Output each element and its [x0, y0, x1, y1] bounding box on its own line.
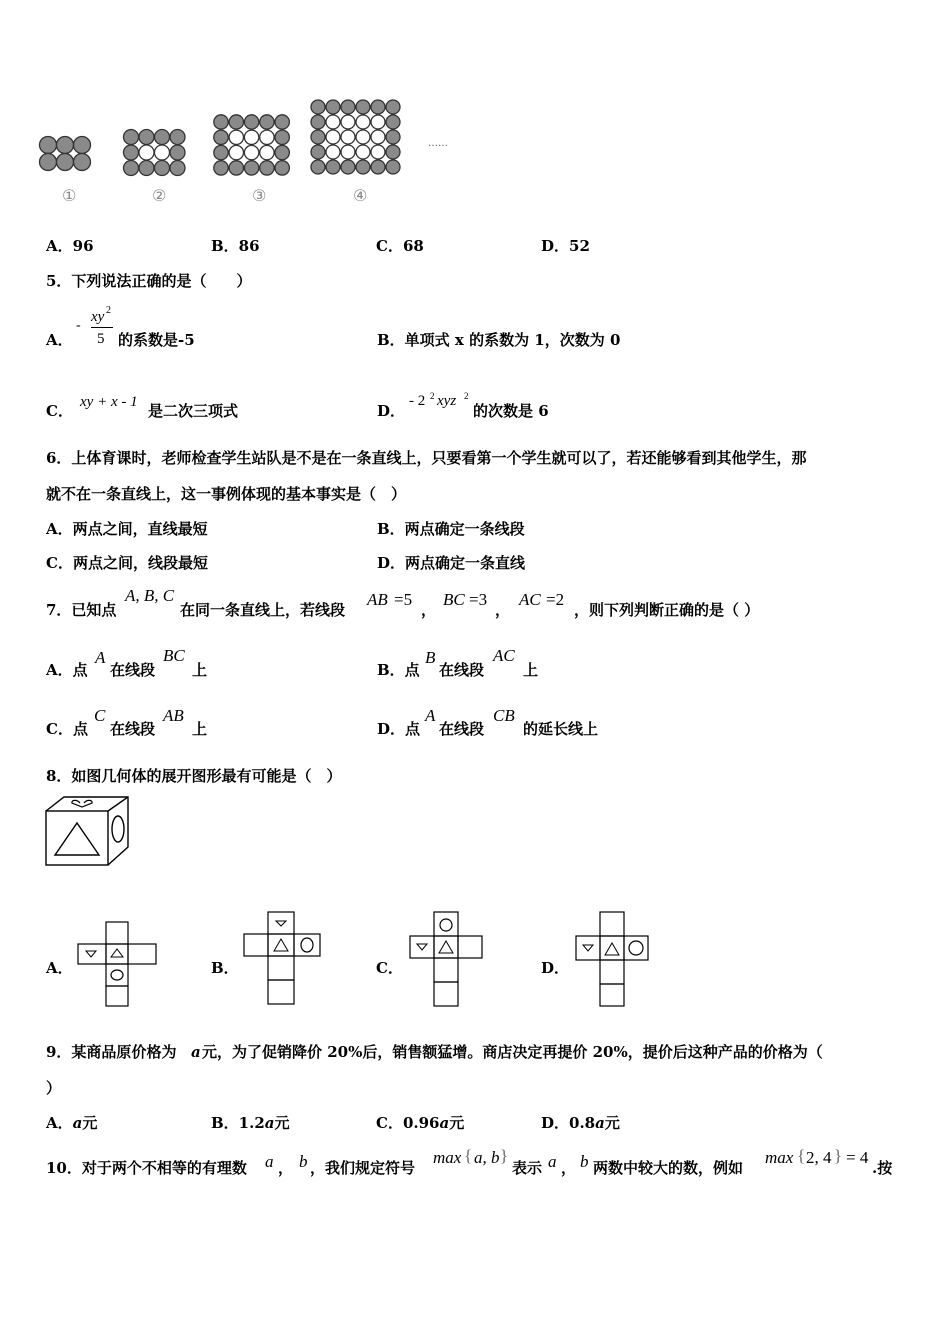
q8-cube-figure	[44, 795, 134, 870]
q4-option-c[interactable]: C．68	[376, 237, 424, 255]
q5-d-expr-pre: - 2	[409, 393, 426, 409]
pattern-circle	[386, 100, 400, 114]
q7-post: ，则下列判断正确的是（ ）	[574, 601, 760, 619]
q7-comma-1: ，	[421, 601, 437, 619]
q9-d-post: 元	[604, 1114, 620, 1132]
q10-a2: a	[548, 1152, 557, 1171]
pattern-circle	[326, 145, 340, 159]
pattern-circle	[386, 160, 400, 174]
pattern-circle	[124, 161, 139, 176]
pattern-circle	[326, 100, 340, 114]
q10-brace-close-2: }	[834, 1146, 843, 1165]
q10-sep2: ，	[561, 1159, 577, 1177]
pattern-circle	[341, 130, 355, 144]
pattern-circle	[371, 100, 385, 114]
pattern-circle	[155, 145, 170, 160]
pattern-circle	[170, 145, 185, 160]
pattern-circle	[356, 100, 370, 114]
pattern-circle	[386, 130, 400, 144]
q7-option-a-label[interactable]: A．点	[46, 661, 88, 679]
q5-a-fraction-bar	[91, 327, 113, 328]
pattern-circle	[260, 130, 274, 144]
q4-ellipsis: ……	[428, 138, 448, 149]
q9-c-post: 元	[449, 1114, 465, 1132]
pattern-circle	[139, 145, 154, 160]
pattern-circle	[244, 130, 258, 144]
pattern-circle	[124, 145, 139, 160]
q6-stem-line2: 就不在一条直线上，这一事例体现的基本事实是（ ）	[46, 485, 407, 503]
q7-bc-val: =3	[469, 590, 488, 609]
q10-brace-open-2: {	[797, 1146, 806, 1165]
pattern-circle	[214, 130, 228, 144]
pattern-circle	[341, 115, 355, 129]
q7-ab: AB	[367, 590, 388, 609]
q7-option-c-label[interactable]: C．点	[46, 720, 88, 738]
pattern-circle	[57, 137, 74, 154]
q7-d-post: 的延长线上	[523, 720, 599, 738]
q8-option-c-label[interactable]: C．	[376, 959, 403, 977]
q7-comma-2: ，	[495, 601, 511, 619]
pattern-circle	[229, 130, 243, 144]
q5-a-text: 的系数是-5	[118, 331, 195, 349]
pattern-circle	[356, 145, 370, 159]
pattern-circle	[229, 145, 243, 159]
q5-d-exp2: 2	[464, 391, 469, 401]
q5-a-minus: -	[76, 318, 81, 333]
q10-post: .按	[872, 1159, 893, 1177]
q8-stem: 8．如图几何体的展开图形最有可能是（ ）	[46, 767, 342, 785]
pattern-circle	[74, 137, 91, 154]
q9-d-pre: D．0.8	[541, 1114, 596, 1132]
q5-option-a-label[interactable]: A．	[46, 331, 73, 349]
q5-a-numerator-exp: 2	[106, 305, 111, 316]
q6-stem-line1: 6．上体育课时，老师检查学生站队是不是在一条直线上，只要看第一个学生就可以了，若还能够看到其他学生，那	[46, 449, 807, 467]
q7-option-d-label[interactable]: D．点	[377, 720, 421, 738]
q6-option-c[interactable]: C．两点之间，线段最短	[46, 554, 208, 572]
pattern-circle	[214, 145, 228, 159]
pattern-circle	[275, 161, 289, 175]
q5-c-text: 是二次三项式	[148, 402, 239, 420]
q9-d-var: a	[595, 1114, 605, 1132]
q9-line1-b: 元，为了促销降价 20%后，销售额猛增。商店决定再提价 20%，提价后这种产品的价格为（	[202, 1043, 823, 1061]
q4-option-a[interactable]: A．96	[46, 237, 94, 255]
pattern-circle	[326, 115, 340, 129]
q10-a: a	[265, 1152, 274, 1171]
pattern-circle	[386, 115, 400, 129]
pattern-circle	[244, 115, 258, 129]
pattern-circle	[155, 130, 170, 145]
q5-d-exp1: 2	[430, 391, 435, 401]
q7-c-mid: 在线段	[110, 720, 156, 738]
pattern-circle	[356, 130, 370, 144]
q10-max2: max	[765, 1148, 794, 1167]
pattern-circle	[260, 161, 274, 175]
pattern-circle	[244, 145, 258, 159]
pattern-circle	[311, 115, 325, 129]
q10-max1: max	[433, 1148, 462, 1167]
q10-brace-close-1: }	[500, 1146, 509, 1165]
pattern-circle	[356, 160, 370, 174]
q7-option-b-label[interactable]: B．点	[377, 661, 420, 679]
q9-b-var: a	[264, 1114, 275, 1132]
q7-a-point: A	[95, 648, 106, 667]
q5-d-text: 的次数是 6	[473, 402, 549, 420]
q9-c-pre: C．0.96	[376, 1114, 440, 1132]
pattern-circle	[275, 145, 289, 159]
q5-option-d-label[interactable]: D．	[377, 402, 406, 420]
q10-mid1: ，我们规定符号	[310, 1159, 416, 1177]
q9-line1-a: 9．某商品原价格为	[46, 1043, 177, 1061]
q7-ac: AC	[519, 590, 541, 609]
q7-ab-val: =5	[394, 590, 413, 609]
q8-net-b[interactable]	[242, 910, 324, 1008]
q7-ac-val: =2	[546, 590, 565, 609]
q5-c-expression: xy + x - 1	[80, 394, 138, 410]
q9-option-b[interactable]	[211, 1113, 290, 1133]
pattern-circle	[244, 161, 258, 175]
pattern-circle	[356, 115, 370, 129]
pattern-circle	[371, 115, 385, 129]
pattern-circle	[371, 130, 385, 144]
pattern-circle	[57, 154, 74, 171]
pattern-circle	[155, 161, 170, 176]
pattern-circle	[341, 100, 355, 114]
q9-b-post: 元	[274, 1114, 290, 1132]
pattern-circle	[170, 130, 185, 145]
q10-args1: a, b	[474, 1148, 500, 1167]
q10-brace-open-1: {	[464, 1146, 473, 1165]
q10-args2: 2, 4	[806, 1148, 832, 1167]
q4-option-b[interactable]: B．86	[211, 237, 260, 255]
q7-b-point: B	[425, 648, 436, 667]
q4-fig-label-1: ①	[62, 186, 77, 205]
q7-a-seg: BC	[163, 646, 185, 665]
pattern-circle	[341, 160, 355, 174]
q7-points: A, B, C	[125, 586, 175, 605]
q10-eq: = 4	[846, 1148, 869, 1167]
q8-net-a[interactable]	[76, 920, 158, 1008]
q10-mid3: 两数中较大的数，例如	[593, 1159, 744, 1177]
q4-pattern-figure	[0, 0, 950, 220]
q9-a-var: a	[72, 1114, 83, 1132]
q4-fig-label-4: ④	[353, 186, 368, 205]
q7-d-point: A	[425, 706, 436, 725]
pattern-circle	[275, 115, 289, 129]
pattern-circle	[139, 161, 154, 176]
q9-option-c[interactable]	[376, 1113, 464, 1133]
pattern-circle	[229, 161, 243, 175]
q7-mid: 在同一条直线上，若线段	[180, 601, 346, 619]
pattern-circle	[124, 130, 139, 145]
pattern-circle	[371, 160, 385, 174]
q9-option-d[interactable]	[541, 1113, 620, 1133]
pattern-circle	[275, 130, 289, 144]
circle-pattern-groups	[40, 100, 401, 176]
q10-mid2: 表示	[512, 1159, 543, 1177]
q4-fig-label-3: ③	[252, 186, 267, 205]
q7-a-mid: 在线段	[110, 661, 156, 679]
q10-b2: b	[580, 1152, 589, 1171]
pattern-circle	[326, 160, 340, 174]
q9-a-pre: A．	[46, 1114, 73, 1132]
pattern-circle	[74, 154, 91, 171]
q5-option-c-label[interactable]: C．	[46, 402, 73, 420]
q7-bc: BC	[443, 590, 465, 609]
q6-option-d[interactable]: D．两点确定一条直线	[377, 554, 526, 572]
q7-b-mid: 在线段	[439, 661, 485, 679]
pattern-circle	[311, 160, 325, 174]
q7-a-post: 上	[192, 661, 208, 679]
q6-option-a[interactable]: A．两点之间，直线最短	[46, 520, 208, 538]
q7-c-seg: AB	[163, 706, 184, 725]
q7-c-point: C	[94, 706, 106, 725]
q5-option-b[interactable]: B．单项式 x 的系数为 1，次数为 0	[377, 331, 621, 349]
q7-c-post: 上	[192, 720, 208, 738]
pattern-circle	[371, 145, 385, 159]
pattern-circle	[311, 100, 325, 114]
pattern-circle	[260, 115, 274, 129]
q6-option-b[interactable]: B．两点确定一条线段	[377, 520, 525, 538]
pattern-circle	[229, 115, 243, 129]
pattern-circle	[214, 115, 228, 129]
pattern-circle	[139, 130, 154, 145]
q7-b-seg: AC	[493, 646, 515, 665]
q10-sep: ，	[278, 1159, 294, 1177]
pattern-circle	[341, 145, 355, 159]
q8-option-d-label[interactable]: D．	[541, 959, 570, 977]
pattern-circle	[40, 137, 57, 154]
q9-line2: ）	[46, 1079, 62, 1097]
q8-option-b-label[interactable]: B．	[211, 959, 239, 977]
q7-b-post: 上	[523, 661, 539, 679]
q10-b: b	[299, 1152, 308, 1171]
q9-b-pre: B．1.2	[211, 1114, 265, 1132]
q10-pre: 10．对于两个不相等的有理数	[46, 1159, 247, 1177]
pattern-circle	[40, 154, 57, 171]
pattern-circle	[326, 130, 340, 144]
q5-a-numerator: xy	[91, 309, 105, 325]
q5-a-denominator: 5	[97, 331, 105, 347]
q9-c-var: a	[439, 1114, 450, 1132]
q7-pre: 7．已知点	[46, 601, 117, 619]
q7-d-mid: 在线段	[439, 720, 485, 738]
q5-d-expr-var: xyz	[437, 393, 457, 409]
pattern-circle	[311, 145, 325, 159]
pattern-circle	[260, 145, 274, 159]
pattern-circle	[311, 130, 325, 144]
q4-fig-label-2: ②	[152, 186, 167, 205]
pattern-circle	[214, 161, 228, 175]
q9-option-a[interactable]	[46, 1113, 97, 1133]
q5-stem: 5．下列说法正确的是（ ）	[46, 272, 252, 290]
q4-option-d[interactable]: D．52	[541, 237, 590, 255]
pattern-circle	[386, 145, 400, 159]
q8-net-c[interactable]	[408, 910, 490, 1008]
pattern-circle	[170, 161, 185, 176]
q8-net-d[interactable]	[574, 910, 656, 1008]
q9-a-post: 元	[82, 1114, 98, 1132]
q7-d-seg: CB	[493, 706, 515, 725]
q8-option-a-label[interactable]: A．	[46, 959, 73, 977]
q9-var: a	[191, 1043, 201, 1061]
